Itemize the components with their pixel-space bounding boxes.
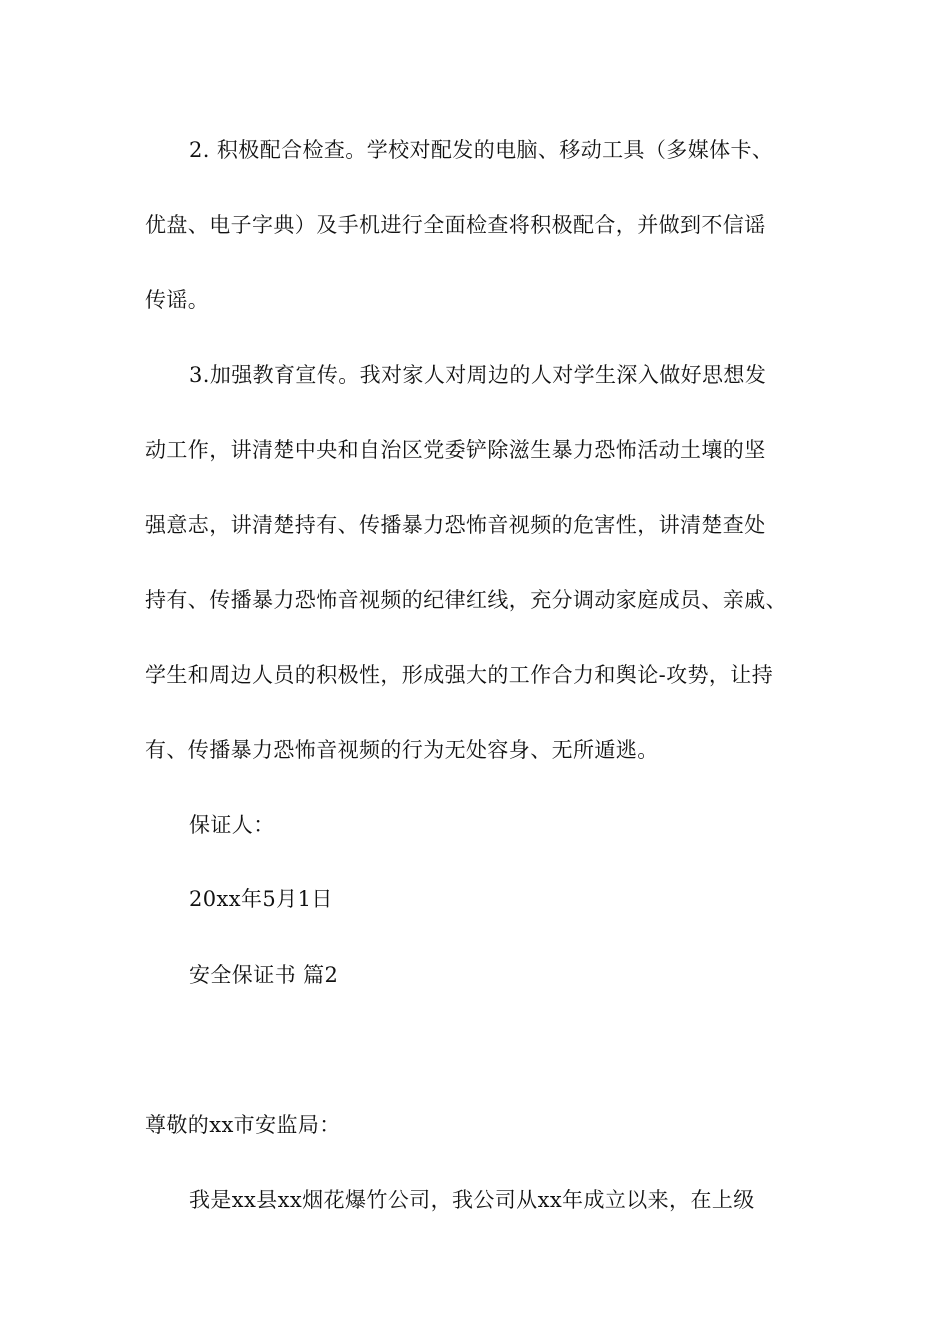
paragraph-2-line-2: 优盘、电子字典）及手机进行全面检查将积极配合，并做到不信谣 <box>145 213 766 237</box>
paragraph-3-line-5: 学生和周边人员的积极性，形成强大的工作合力和舆论-攻势，让持 <box>145 663 774 687</box>
paragraph-2-line-1: 2. 积极配合检查。学校对配发的电脑、移动工具（多媒体卡、 <box>189 138 774 162</box>
guarantor-label: 保证人： <box>189 813 275 837</box>
paragraph-3-line-1: 3.加强教育宣传。我对家人对周边的人对学生深入做好思想发 <box>189 363 767 387</box>
paragraph-3-line-2: 动工作，讲清楚中央和自治区党委铲除滋生暴力恐怖活动土壤的坚 <box>145 438 766 462</box>
paragraph-3-line-4: 持有、传播暴力恐怖音视频的纪律红线，充分调动家庭成员、亲戚、 <box>145 588 787 612</box>
letter-body-line-1: 我是xx县xx烟花爆竹公司，我公司从xx年成立以来，在上级 <box>189 1188 755 1212</box>
salutation: 尊敬的xx市安监局： <box>145 1113 341 1137</box>
paragraph-3-line-6: 有、传播暴力恐怖音视频的行为无处容身、无所遁逃。 <box>145 738 659 762</box>
date-line: 20xx年5月1日 <box>189 887 333 911</box>
paragraph-3-line-3: 强意志，讲清楚持有、传播暴力恐怖音视频的危害性，讲清楚查处 <box>145 513 766 537</box>
section-title: 安全保证书 篇2 <box>189 963 339 987</box>
paragraph-2-line-3: 传谣。 <box>145 288 210 312</box>
